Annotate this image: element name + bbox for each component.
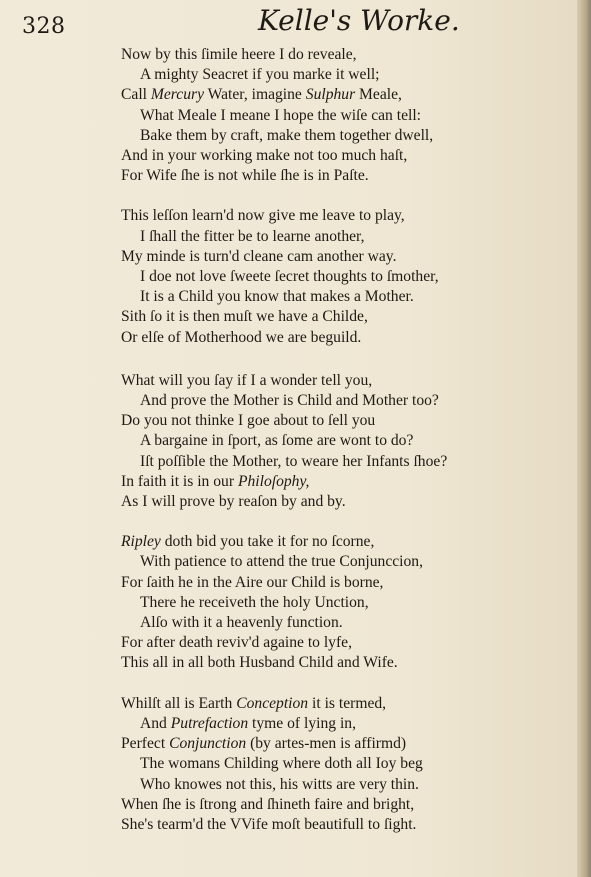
verse-text: In faith it is in our bbox=[121, 472, 238, 490]
verse-line bbox=[121, 85, 571, 105]
verse-text: And in your working make not too much haſt, bbox=[121, 147, 408, 165]
verse-text: tyme of lying in, bbox=[248, 714, 356, 732]
verse-text: Iſt poſſible the Mother, to weare her Infants ſhoe? bbox=[140, 452, 448, 470]
verse-text: This leſſon learn'd now give me leave to play, bbox=[121, 207, 405, 225]
verse-text: For after death reviv'd againe to lyfe, bbox=[121, 634, 352, 652]
verse-line bbox=[121, 287, 571, 307]
verse-line bbox=[121, 452, 571, 472]
verse-line bbox=[121, 734, 571, 754]
verse-text: Who knowes not this, his witts are very thin. bbox=[140, 775, 419, 793]
verse-text: For Wife ſhe is not while ſhe is in Paſte. bbox=[121, 167, 369, 185]
verse-line bbox=[121, 754, 571, 774]
verse-line bbox=[121, 307, 571, 327]
italic-text: Conception bbox=[236, 694, 309, 712]
verse-text: And prove the Mother is Child and Mother too? bbox=[140, 392, 439, 410]
italic-text: Philoſophy, bbox=[237, 472, 310, 490]
italic-text: Mercury bbox=[150, 86, 204, 104]
verse-text: She's tearm'd the VVife moſt beautifull to ſight. bbox=[121, 815, 417, 833]
verse-text: And bbox=[140, 714, 171, 732]
verse-text: The womans Childing where doth all Ioy beg bbox=[140, 755, 423, 773]
verse-line bbox=[121, 775, 571, 795]
italic-text: Sulphur bbox=[305, 86, 356, 104]
verse-text: Or elſe of Motherhood we are beguild. bbox=[121, 328, 362, 346]
verse-line bbox=[121, 126, 571, 146]
verse-text: What Meale I meane I hope the wiſe can tell: bbox=[140, 106, 421, 124]
verse-line bbox=[121, 532, 571, 552]
verse-text: When ſhe is ſtrong and ſhineth faire and bright, bbox=[121, 795, 415, 813]
verse-line bbox=[121, 431, 571, 451]
verse-line bbox=[121, 714, 571, 734]
verse-text: Meale, bbox=[355, 86, 402, 104]
running-title: Kelle's Worke. bbox=[258, 4, 460, 37]
stanza bbox=[121, 694, 571, 835]
poem-body bbox=[121, 45, 571, 835]
verse-text: doth bid you take it for no ſcorne, bbox=[160, 533, 375, 551]
page-number: 328 bbox=[22, 14, 66, 39]
verse-text: This all in all both Husband Child and Wife. bbox=[121, 654, 398, 672]
verse-text: it is termed, bbox=[308, 694, 387, 712]
verse-line bbox=[121, 815, 571, 835]
verse-line bbox=[121, 795, 571, 815]
verse-text: I ſhall the fitter be to learne another, bbox=[140, 227, 365, 245]
verse-text: A bargaine in ſport, as ſome are wont to do? bbox=[140, 432, 414, 450]
page-gutter-shadow bbox=[577, 0, 591, 877]
verse-line bbox=[121, 411, 571, 431]
verse-text: My minde is turn'd cleane cam another way. bbox=[121, 247, 397, 265]
verse-line bbox=[121, 633, 571, 653]
verse-line bbox=[121, 653, 571, 673]
verse-line bbox=[121, 472, 571, 492]
verse-line bbox=[121, 45, 571, 65]
verse-text: What will you ſay if I a wonder tell you, bbox=[121, 371, 373, 389]
verse-text: Alſo with it a heavenly function. bbox=[140, 614, 343, 632]
verse-line bbox=[121, 492, 571, 512]
verse-text: A mighty Seacret if you marke it well; bbox=[140, 66, 380, 84]
verse-line bbox=[121, 328, 571, 348]
verse-line bbox=[121, 65, 571, 85]
verse-line bbox=[121, 552, 571, 572]
verse-line bbox=[121, 613, 571, 633]
verse-line bbox=[121, 694, 571, 714]
verse-text: Sith ſo it is then muſt we have a Childe, bbox=[121, 308, 368, 326]
verse-text: As I will prove by reaſon by and by. bbox=[121, 493, 346, 511]
verse-text: With patience to attend the true Conjunccion, bbox=[140, 553, 424, 571]
stanza bbox=[121, 206, 571, 347]
verse-line bbox=[121, 267, 571, 287]
verse-text: Do you not thinke I goe about to ſell you bbox=[121, 412, 376, 430]
verse-line bbox=[121, 206, 571, 226]
verse-line bbox=[121, 247, 571, 267]
stanza bbox=[121, 532, 571, 673]
verse-text: For ſaith he in the Aire our Child is borne, bbox=[121, 573, 384, 591]
verse-text: Call bbox=[121, 86, 151, 104]
stanza bbox=[121, 45, 571, 186]
italic-text: Conjunction bbox=[169, 735, 247, 753]
verse-text: Perfect bbox=[121, 735, 170, 753]
italic-text: Ripley bbox=[121, 533, 161, 551]
verse-line bbox=[121, 391, 571, 411]
verse-line bbox=[121, 593, 571, 613]
verse-line bbox=[121, 573, 571, 593]
verse-text: Now by this ſimile heere I do reveale, bbox=[121, 46, 357, 63]
verse-text: There he receiveth the holy Unction, bbox=[140, 593, 369, 611]
verse-line bbox=[121, 146, 571, 166]
page-header bbox=[0, 4, 577, 44]
verse-text: Whilſt all is Earth bbox=[121, 694, 237, 712]
verse-line bbox=[121, 371, 571, 391]
verse-line bbox=[121, 106, 571, 126]
verse-text: I doe not love ſweete ſecret thoughts to ſmother, bbox=[140, 268, 439, 286]
verse-line bbox=[121, 166, 571, 186]
verse-text: It is a Child you know that makes a Mother. bbox=[140, 288, 414, 306]
verse-text: Water, imagine bbox=[204, 86, 306, 104]
verse-text: (by artes-men is affirmd) bbox=[246, 735, 407, 753]
verse-text: Bake them by craft, make them together dwell, bbox=[140, 126, 434, 144]
verse-line bbox=[121, 227, 571, 247]
stanza bbox=[121, 371, 571, 512]
italic-text: Putrefaction bbox=[170, 714, 249, 732]
